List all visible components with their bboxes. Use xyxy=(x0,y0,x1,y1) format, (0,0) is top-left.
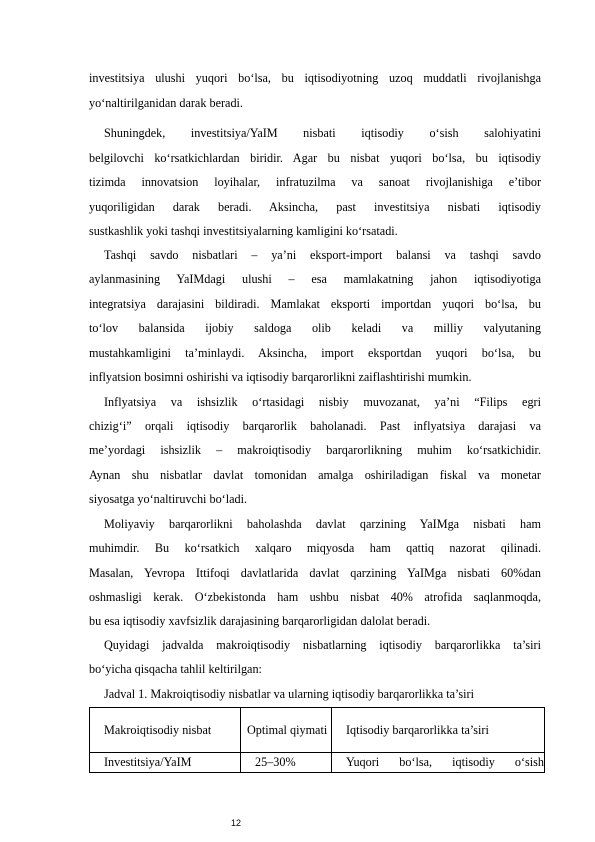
paragraph-line: Inflyatsiya va ishsizlik o‘rtasidagi nisbiy muvozanat, ya’ni “Filips egri xyxy=(104,395,541,409)
table-row xyxy=(90,753,545,773)
table-caption: Jadval 1. Makroiqtisodiy nisbatlar va ularning iqtisodiy barqarorlikka ta’siri xyxy=(104,687,474,701)
paragraph-line: Quyidagi jadvalda makroiqtisodiy nisbatlarning iqtisodiy barqarorlikka ta’siri xyxy=(104,638,541,652)
ratios-table xyxy=(89,707,545,773)
paragraph-line: oshmasligi kerak. O‘zbekistonda ham ushbu nisbat 40% atrofida saqlanmoqda, xyxy=(89,590,541,604)
paragraph-line: bo‘yicha qisqacha tahlil keltirilgan: xyxy=(89,662,262,676)
paragraph-line: to‘lov balansida ijobiy saldoga olib keladi va milliy valyutaning xyxy=(89,321,541,335)
paragraph-line: Aynan shu nisbatlar davlat tomonidan amalga oshiriladigan fiskal va monetar xyxy=(89,468,541,482)
table-cell: Investitsiya/YaIM xyxy=(90,753,241,773)
paragraph-line: me’yordagi ishsizlik – makroiqtisodiy barqarorlikning muhim ko‘rsatkichidir. xyxy=(89,443,541,457)
paragraph-line: chizig‘i” orqali iqtisodiy barqarorlik baholanadi. Past inflyatsiya darajasi va xyxy=(89,419,541,433)
paragraph-line: mustahkamligini ta’minlaydi. Aksincha, import eksportdan yuqori bo‘lsa, bu xyxy=(89,346,541,360)
table-header-row xyxy=(90,708,545,753)
paragraph-line: tizimda innovatsion loyihalar, infratuzilma va sanoat rivojlanishiga e’tibor xyxy=(89,175,541,189)
paragraph-line: Tashqi savdo nisbatlari – ya’ni eksport-import balansi va tashqi savdo xyxy=(104,248,541,262)
paragraph-line: Moliyaviy barqarorlikni baholashda davlat qarzining YaIMga nisbati ham xyxy=(104,517,541,531)
paragraph-line: belgilovchi ko‘rsatkichlardan biridir. Agar bu nisbat yuqori bo‘lsa, bu iqtisodiy xyxy=(89,151,541,165)
paragraph-line: muhimdir. Bu ko‘rsatkich xalqaro miqyosda ham qattiq nazorat qilinadi. xyxy=(89,541,541,555)
table-cell: Yuqori bo‘lsa, iqtisodiy o‘sish xyxy=(332,753,545,773)
paragraph-line: Masalan, Yevropa Ittifoqi davlatlarida davlat qarzining YaIMga nisbati 60%dan xyxy=(89,566,541,580)
paragraph-line: siyosatga yo‘naltiruvchi bo‘ladi. xyxy=(89,492,248,506)
table-header-cell: Optimal qiymati xyxy=(241,708,332,753)
table-header-cell: Makroiqtisodiy nisbat xyxy=(90,708,241,753)
paragraph-line: yo‘naltirilganidan darak beradi. xyxy=(89,96,243,110)
paragraph-line: integratsiya darajasini bildiradi. Mamlakat eksporti importdan yuqori bo‘lsa, bu xyxy=(89,297,541,311)
paragraph-line: Shuningdek, investitsiya/YaIM nisbati iqtisodiy o‘sish salohiyatini xyxy=(104,126,541,140)
paragraph-line: investitsiya ulushi yuqori bo‘lsa, bu iqtisodiyotning uzoq muddatli rivojlanishga xyxy=(89,71,541,85)
table-header-cell: Iqtisodiy barqarorlikka ta’siri xyxy=(332,708,545,753)
table-cell: 25–30% xyxy=(241,753,332,773)
page-number: 12 xyxy=(231,818,242,828)
paragraph-line: inflyatsion bosimni oshirishi va iqtisodiy barqarorlikni zaiflashtirishi mumkin. xyxy=(89,370,472,384)
paragraph-line: bu esa iqtisodiy xavfsizlik darajasining barqarorligidan dalolat beradi. xyxy=(89,614,431,628)
paragraph-line: aylanmasining YaIMdagi ulushi – esa mamlakatning jahon iqtisodiyotiga xyxy=(89,272,541,286)
paragraph-line: yuqoriligidan darak beradi. Aksincha, past investitsiya nisbati iqtisodiy xyxy=(89,200,541,214)
paragraph-line: sustkashlik yoki tashqi investitsiyalarning kamligini ko‘rsatadi. xyxy=(89,224,398,238)
